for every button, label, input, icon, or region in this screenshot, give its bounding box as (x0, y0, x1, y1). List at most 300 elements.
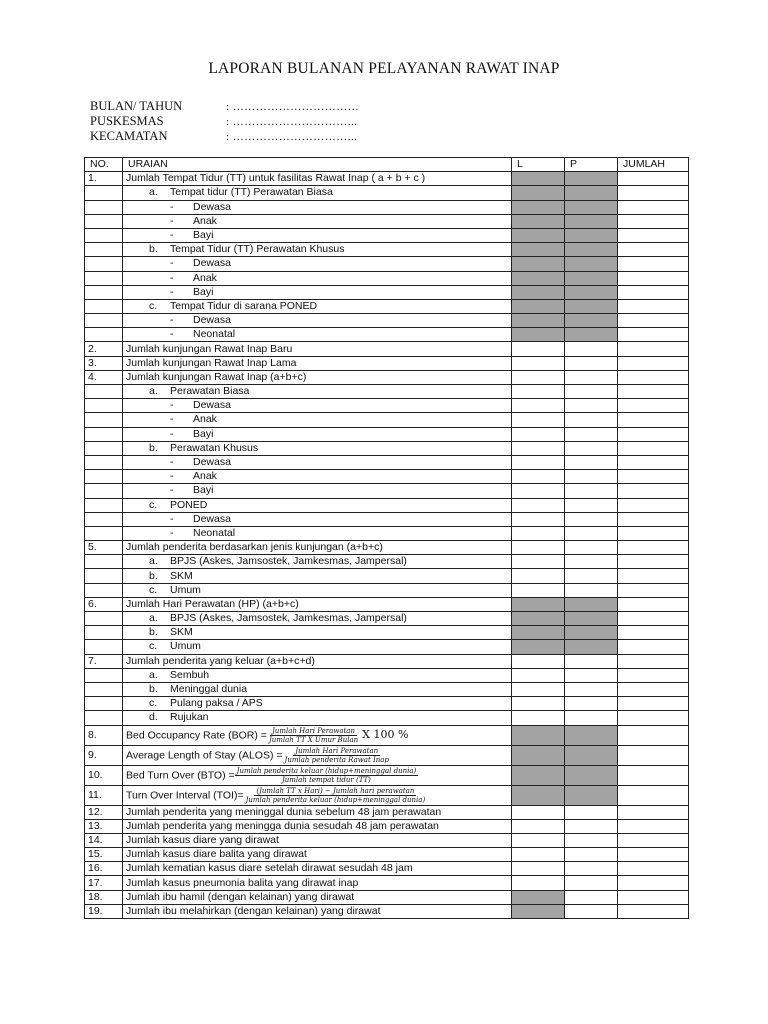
row-number: 14. (85, 833, 123, 847)
row-number: 7. (85, 654, 123, 668)
row-uraian (123, 328, 512, 342)
cell-jumlah (618, 427, 689, 441)
table-row (85, 342, 689, 356)
cell-p (565, 172, 618, 186)
row-uraian (123, 484, 512, 498)
item-text: Jumlah ibu melahirkan (dengan kelainan) yang dirawat (126, 904, 381, 917)
row-uraian (123, 785, 512, 805)
table-row (85, 711, 689, 725)
table-row (85, 214, 689, 228)
row-uraian (123, 470, 512, 484)
row-number (85, 328, 123, 342)
row-uraian (123, 833, 512, 847)
formula-denominator: Jumlah TT X Umur Bulan (268, 735, 359, 744)
meta-puskesmas (90, 114, 358, 129)
row-number: 5. (85, 541, 123, 555)
item-text: PONED (170, 498, 208, 511)
formula-suffix: X 100 % (362, 727, 409, 741)
cell-jumlah (618, 668, 689, 682)
cell-jumlah (618, 512, 689, 526)
table-row (85, 243, 689, 257)
cell-jumlah (618, 526, 689, 540)
cell-jumlah (618, 285, 689, 299)
formula-numerator: Jumlah Hari Perawatan (295, 746, 379, 755)
cell-p (565, 725, 618, 745)
cell-jumlah (618, 484, 689, 498)
cell-p (565, 427, 618, 441)
dash-marker: - (170, 257, 174, 270)
dash-marker: - (170, 399, 174, 412)
table-row (85, 805, 689, 819)
dash-marker: - (170, 229, 174, 242)
meta-value: : …………………………… (226, 101, 360, 113)
meta-label: BULAN/ TAHUN (90, 99, 183, 113)
item-letter: b. (149, 243, 158, 256)
cell-l (512, 890, 565, 904)
cell-l (512, 214, 565, 228)
formula-label: Bed Turn Over (BTO) = (126, 768, 235, 781)
cell-l (512, 682, 565, 696)
col-header-p: P (565, 158, 618, 172)
table-row (85, 314, 689, 328)
cell-l (512, 612, 565, 626)
item-text: Anak (193, 214, 217, 227)
dash-marker: - (170, 427, 174, 440)
row-uraian (123, 697, 512, 711)
meta-bulan-tahun (90, 99, 359, 114)
item-text: Meninggal dunia (170, 683, 248, 696)
cell-p (565, 512, 618, 526)
row-uraian (123, 441, 512, 455)
cell-jumlah (618, 626, 689, 640)
cell-jumlah (618, 805, 689, 819)
item-letter: a. (149, 668, 158, 681)
item-text: Jumlah penderita berdasarkan jenis kunjungan (a+b+c) (126, 541, 383, 554)
page-title: LAPORAN BULANAN PELAYANAN RAWAT INAP (208, 60, 560, 77)
row-number (85, 285, 123, 299)
cell-l (512, 640, 565, 654)
row-uraian (123, 890, 512, 904)
cell-l (512, 285, 565, 299)
cell-jumlah (618, 569, 689, 583)
item-text: Anak (193, 271, 217, 284)
row-number (85, 498, 123, 512)
row-number: 9. (85, 745, 123, 765)
cell-l (512, 413, 565, 427)
dash-marker: - (170, 285, 174, 298)
row-number (85, 385, 123, 399)
row-uraian (123, 626, 512, 640)
item-text: Jumlah penderita yang meningga dunia sesudah 48 jam perawatan (126, 819, 439, 832)
row-number (85, 314, 123, 328)
item-text: Rujukan (170, 711, 209, 724)
cell-p (565, 498, 618, 512)
cell-jumlah (618, 890, 689, 904)
row-number (85, 271, 123, 285)
report-table (84, 157, 689, 919)
cell-jumlah (618, 640, 689, 654)
cell-l (512, 512, 565, 526)
cell-l (512, 805, 565, 819)
cell-l (512, 597, 565, 611)
cell-jumlah (618, 328, 689, 342)
cell-jumlah (618, 299, 689, 313)
item-text: Sembuh (170, 668, 210, 681)
row-uraian (123, 172, 512, 186)
cell-l (512, 356, 565, 370)
row-number (85, 512, 123, 526)
table-row (85, 785, 689, 805)
cell-p (565, 765, 618, 785)
row-number (85, 626, 123, 640)
cell-p (565, 484, 618, 498)
row-number: 19. (85, 904, 123, 918)
cell-jumlah (618, 186, 689, 200)
row-number (85, 555, 123, 569)
dash-marker: - (170, 271, 174, 284)
row-uraian (123, 904, 512, 918)
item-letter: c. (149, 697, 158, 710)
table-row (85, 833, 689, 847)
dash-marker: - (170, 413, 174, 426)
item-text: Dewasa (193, 456, 231, 469)
cell-jumlah (618, 904, 689, 918)
table-row (85, 819, 689, 833)
cell-l (512, 654, 565, 668)
item-text: Umum (170, 640, 201, 653)
cell-p (565, 597, 618, 611)
row-number: 4. (85, 370, 123, 384)
table-row (85, 299, 689, 313)
item-text: Tempat Tidur (TT) Perawatan Khusus (170, 243, 345, 256)
cell-jumlah (618, 876, 689, 890)
row-uraian (123, 356, 512, 370)
cell-p (565, 583, 618, 597)
item-text: Jumlah kasus diare balita yang dirawat (126, 848, 307, 861)
cell-jumlah (618, 541, 689, 555)
item-text: Bayi (193, 484, 214, 497)
row-number (85, 697, 123, 711)
row-uraian (123, 526, 512, 540)
row-uraian (123, 370, 512, 384)
table-row (85, 455, 689, 469)
row-uraian (123, 285, 512, 299)
cell-p (565, 200, 618, 214)
cell-l (512, 370, 565, 384)
cell-p (565, 745, 618, 765)
cell-p (565, 356, 618, 370)
row-uraian (123, 314, 512, 328)
item-text: Perawatan Khusus (170, 441, 259, 454)
cell-p (565, 785, 618, 805)
dash-marker: - (170, 200, 174, 213)
cell-jumlah (618, 214, 689, 228)
dash-marker: - (170, 214, 174, 227)
cell-p (565, 399, 618, 413)
formula-fraction (235, 767, 419, 784)
cell-l (512, 328, 565, 342)
cell-jumlah (618, 745, 689, 765)
table-row (85, 399, 689, 413)
item-text: SKM (170, 569, 193, 582)
item-text: SKM (170, 626, 193, 639)
col-header-uraian: URAIAN (123, 158, 512, 172)
cell-l (512, 583, 565, 597)
cell-jumlah (618, 370, 689, 384)
table-row (85, 640, 689, 654)
row-number: 15. (85, 848, 123, 862)
item-text: Tempat Tidur di sarana PONED (170, 299, 318, 312)
table-row (85, 385, 689, 399)
meta-label: KECAMATAN (90, 129, 168, 143)
item-text: Anak (193, 470, 217, 483)
cell-p (565, 890, 618, 904)
col-header-no: NO. (85, 158, 123, 172)
item-letter: b. (149, 683, 158, 696)
row-number: 3. (85, 356, 123, 370)
row-uraian (123, 498, 512, 512)
cell-l (512, 498, 565, 512)
cell-l (512, 833, 565, 847)
row-uraian (123, 711, 512, 725)
cell-jumlah (618, 725, 689, 745)
row-uraian (123, 765, 512, 785)
meta-kecamatan (90, 129, 358, 144)
table-row (85, 356, 689, 370)
formula-denominator: Jumlah tempat tidur (TT) (281, 775, 371, 784)
row-number (85, 470, 123, 484)
cell-l (512, 668, 565, 682)
row-number: 1. (85, 172, 123, 186)
cell-l (512, 569, 565, 583)
table-row (85, 597, 689, 611)
cell-jumlah (618, 862, 689, 876)
table-row (85, 484, 689, 498)
row-uraian (123, 640, 512, 654)
cell-jumlah (618, 243, 689, 257)
table-row (85, 862, 689, 876)
dash-marker: - (170, 526, 174, 539)
cell-jumlah (618, 385, 689, 399)
cell-jumlah (618, 172, 689, 186)
row-uraian (123, 385, 512, 399)
item-letter: b. (149, 569, 158, 582)
table-row (85, 668, 689, 682)
cell-jumlah (618, 765, 689, 785)
row-uraian (123, 257, 512, 271)
row-number (85, 583, 123, 597)
cell-jumlah (618, 583, 689, 597)
item-text: Dewasa (193, 200, 231, 213)
cell-l (512, 314, 565, 328)
formula-numerator: Jumlah penderita keluar (hidup+meninggal dunia) (236, 766, 417, 775)
row-uraian (123, 200, 512, 214)
cell-l (512, 399, 565, 413)
cell-jumlah (618, 555, 689, 569)
meta-label: PUSKESMAS (90, 114, 164, 128)
row-number (85, 612, 123, 626)
table-row (85, 370, 689, 384)
cell-p (565, 257, 618, 271)
dash-marker: - (170, 328, 174, 341)
cell-l (512, 904, 565, 918)
row-number (85, 455, 123, 469)
formula-denominator: Jumlah penderita keluar (hidup+meninggal dunia) (245, 795, 426, 804)
formula-numerator: (Jumlah TT x Hari) − Jumlah hari perawatan (256, 786, 415, 795)
cell-p (565, 214, 618, 228)
table-row (85, 612, 689, 626)
item-letter: a. (149, 612, 158, 625)
cell-l (512, 848, 565, 862)
cell-p (565, 413, 618, 427)
row-uraian (123, 555, 512, 569)
row-number (85, 243, 123, 257)
row-number (85, 640, 123, 654)
item-text: Dewasa (193, 512, 231, 525)
table-header-row (85, 158, 689, 172)
cell-p (565, 314, 618, 328)
row-uraian (123, 214, 512, 228)
table-row (85, 228, 689, 242)
item-text: Dewasa (193, 257, 231, 270)
row-uraian (123, 512, 512, 526)
cell-jumlah (618, 257, 689, 271)
row-number: 16. (85, 862, 123, 876)
row-number: 12. (85, 805, 123, 819)
table-row (85, 413, 689, 427)
item-text: Jumlah kematian kasus diare setelah dirawat sesudah 48 jam (126, 862, 413, 875)
cell-l (512, 243, 565, 257)
cell-jumlah (618, 833, 689, 847)
item-text: Jumlah kasus pneumonia balita yang dirawat inap (126, 876, 359, 889)
cell-p (565, 555, 618, 569)
row-uraian (123, 682, 512, 696)
item-text: Pulang paksa / APS (170, 697, 263, 710)
cell-jumlah (618, 228, 689, 242)
row-uraian (123, 427, 512, 441)
cell-jumlah (618, 612, 689, 626)
cell-l (512, 228, 565, 242)
cell-p (565, 370, 618, 384)
row-uraian (123, 612, 512, 626)
item-letter: c. (149, 498, 158, 511)
cell-l (512, 765, 565, 785)
row-uraian (123, 455, 512, 469)
cell-p (565, 654, 618, 668)
item-letter: c. (149, 583, 158, 596)
cell-jumlah (618, 848, 689, 862)
item-text: Jumlah kunjungan Rawat Inap Baru (126, 342, 293, 355)
table-row (85, 285, 689, 299)
formula-fraction (283, 747, 391, 764)
item-text: BPJS (Askes, Jamsostek, Jamkesmas, Jampersal) (170, 555, 407, 568)
row-number (85, 257, 123, 271)
cell-jumlah (618, 785, 689, 805)
cell-jumlah (618, 200, 689, 214)
cell-l (512, 299, 565, 313)
item-text: Bayi (193, 285, 214, 298)
row-number (85, 214, 123, 228)
formula-fraction (267, 727, 360, 744)
row-number (85, 711, 123, 725)
cell-p (565, 342, 618, 356)
cell-p (565, 848, 618, 862)
item-text: Bayi (193, 229, 214, 242)
table-row (85, 876, 689, 890)
cell-l (512, 470, 565, 484)
row-uraian (123, 413, 512, 427)
dash-marker: - (170, 484, 174, 497)
row-uraian (123, 569, 512, 583)
table-row (85, 765, 689, 785)
row-uraian (123, 597, 512, 611)
cell-jumlah (618, 498, 689, 512)
item-letter: a. (149, 186, 158, 199)
table-row (85, 654, 689, 668)
cell-p (565, 569, 618, 583)
cell-p (565, 186, 618, 200)
cell-jumlah (618, 342, 689, 356)
table-row (85, 200, 689, 214)
cell-p (565, 526, 618, 540)
formula-label: Average Length of Stay (ALOS) = (126, 748, 283, 761)
table-row (85, 271, 689, 285)
item-text: Jumlah penderita yang keluar (a+b+c+d) (126, 654, 315, 667)
cell-p (565, 228, 618, 242)
cell-p (565, 805, 618, 819)
item-letter: c. (149, 640, 158, 653)
table-row (85, 904, 689, 918)
cell-p (565, 271, 618, 285)
item-text: Jumlah ibu hamil (dengan kelainan) yang dirawat (126, 890, 355, 903)
table-row (85, 745, 689, 765)
row-number (85, 484, 123, 498)
row-uraian (123, 876, 512, 890)
cell-l (512, 819, 565, 833)
table-row (85, 890, 689, 904)
cell-jumlah (618, 271, 689, 285)
item-text: Dewasa (193, 399, 231, 412)
table-row (85, 186, 689, 200)
meta-value: : …………………………... (226, 116, 358, 128)
item-text: Jumlah kunjungan Rawat Inap Lama (126, 356, 297, 369)
table-row (85, 498, 689, 512)
cell-l (512, 555, 565, 569)
table-row (85, 569, 689, 583)
cell-jumlah (618, 711, 689, 725)
row-number: 18. (85, 890, 123, 904)
cell-p (565, 876, 618, 890)
dash-marker: - (170, 470, 174, 483)
cell-p (565, 711, 618, 725)
row-number (85, 569, 123, 583)
item-text: Neonatal (193, 328, 236, 341)
cell-p (565, 612, 618, 626)
item-text: Dewasa (193, 314, 231, 327)
item-letter: d. (149, 711, 158, 724)
table-row (85, 583, 689, 597)
dash-marker: - (170, 512, 174, 525)
row-uraian (123, 583, 512, 597)
row-number (85, 200, 123, 214)
cell-l (512, 745, 565, 765)
cell-l (512, 526, 565, 540)
cell-p (565, 668, 618, 682)
cell-p (565, 819, 618, 833)
cell-l (512, 257, 565, 271)
row-uraian (123, 725, 512, 745)
formula-label: Bed Occupancy Rate (BOR) = (126, 728, 267, 741)
